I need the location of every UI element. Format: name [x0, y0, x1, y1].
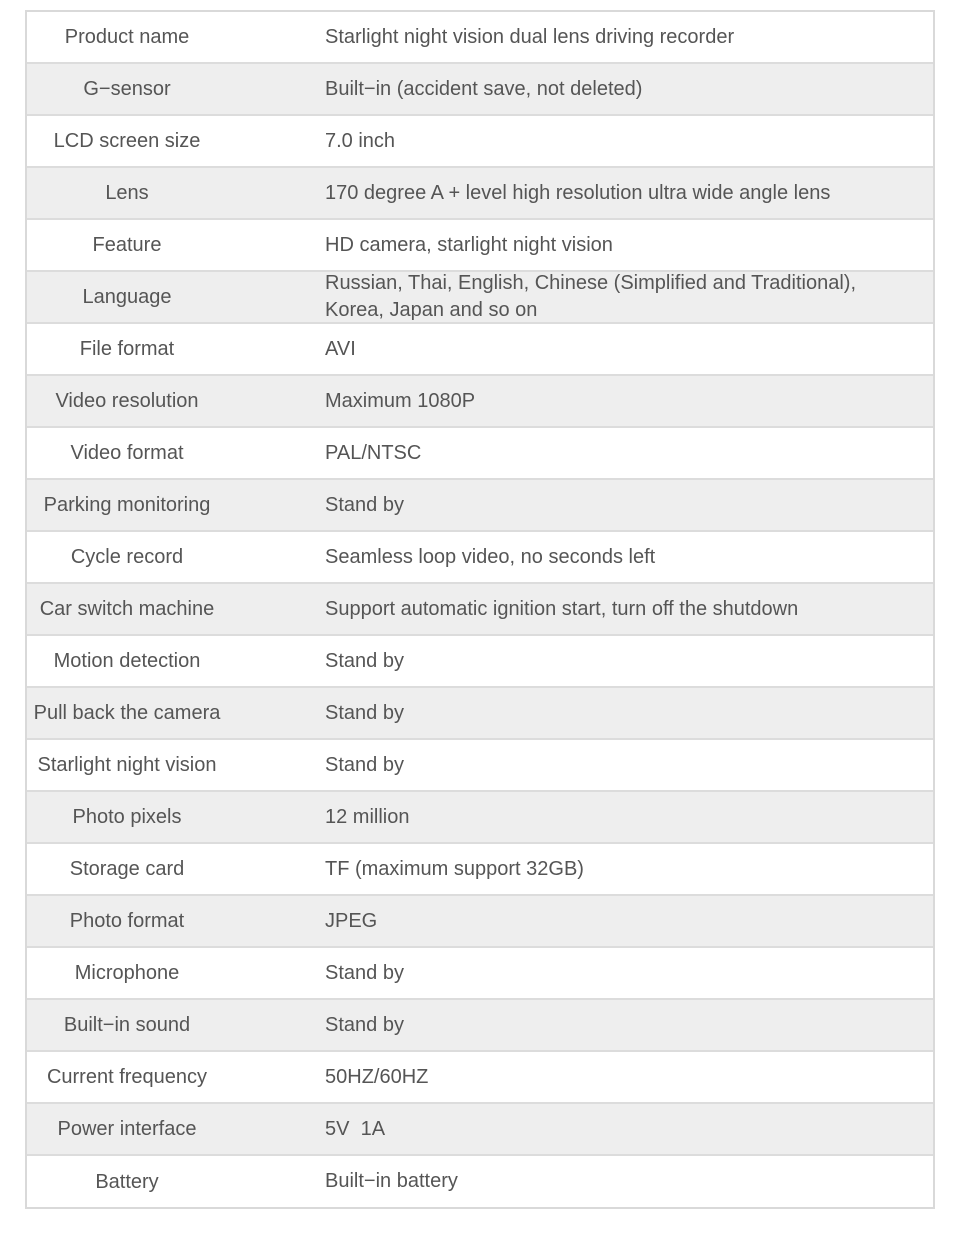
- spec-row-video-resolution: [27, 376, 933, 428]
- spec-row-pull-back-camera: [27, 688, 933, 740]
- spec-value: HD camera, starlight night vision: [325, 233, 613, 256]
- spec-row-video-format: [27, 428, 933, 480]
- spec-label: Feature: [92, 234, 162, 256]
- spec-label: Power interface: [57, 1118, 197, 1140]
- spec-label: Car switch machine: [39, 598, 215, 620]
- spec-label: Starlight night vision: [37, 754, 217, 776]
- spec-value: Built−in (accident save, not deleted): [325, 77, 643, 100]
- spec-row-cycle-record: [27, 532, 933, 584]
- spec-value: 12 million: [325, 805, 410, 828]
- spec-row-product-name: [27, 12, 933, 64]
- spec-value: Stand by: [325, 961, 404, 984]
- spec-row-storage-card: [27, 844, 933, 896]
- spec-label: Pull back the camera: [33, 702, 221, 724]
- spec-value: Support automatic ignition start, turn off the shutdown: [325, 597, 799, 620]
- spec-value: TF (maximum support 32GB): [325, 857, 584, 880]
- spec-value: 170 degree A + level high resolution ultra wide angle lens: [325, 181, 831, 204]
- spec-label: Parking monitoring: [43, 494, 211, 516]
- spec-label: File format: [79, 338, 175, 360]
- spec-row-g-sensor: [27, 64, 933, 116]
- spec-label: Language: [82, 286, 172, 308]
- spec-row-current-frequency: [27, 1052, 933, 1104]
- spec-row-lens: [27, 168, 933, 220]
- spec-value: Stand by: [325, 753, 404, 776]
- spec-label: LCD screen size: [53, 130, 201, 152]
- spec-label: Cycle record: [70, 546, 184, 568]
- spec-row-lcd-screen-size: [27, 116, 933, 168]
- spec-row-battery: [27, 1156, 933, 1207]
- spec-label: Video format: [70, 442, 184, 464]
- spec-label: Product name: [64, 26, 190, 48]
- spec-row-language: [27, 272, 933, 324]
- spec-value: Stand by: [325, 649, 404, 672]
- spec-value: PAL/NTSC: [325, 441, 422, 464]
- spec-row-car-switch-machine: [27, 584, 933, 636]
- spec-row-photo-format: [27, 896, 933, 948]
- spec-value: AVI: [325, 337, 356, 360]
- spec-row-photo-pixels: [27, 792, 933, 844]
- spec-label: Photo pixels: [72, 806, 182, 828]
- spec-value: Stand by: [325, 493, 404, 516]
- spec-label: Microphone: [74, 962, 180, 984]
- spec-row-built-in-sound: [27, 1000, 933, 1052]
- spec-row-motion-detection: [27, 636, 933, 688]
- spec-label: Battery: [95, 1170, 159, 1193]
- spec-row-microphone: [27, 948, 933, 1000]
- spec-value: Seamless loop video, no seconds left: [325, 545, 656, 568]
- spec-value: JPEG: [325, 909, 378, 932]
- spec-value: Starlight night vision dual lens driving recorder: [325, 25, 735, 48]
- spec-label: G−sensor: [83, 78, 171, 100]
- spec-value: Stand by: [325, 1013, 404, 1036]
- spec-value: 5V 1A: [325, 1117, 386, 1140]
- spec-row-file-format: [27, 324, 933, 376]
- spec-value: Built−in battery: [325, 1170, 458, 1192]
- spec-table: [25, 10, 935, 1209]
- spec-label: Current frequency: [46, 1066, 208, 1088]
- spec-row-power-interface: [27, 1104, 933, 1156]
- spec-value: 7.0 inch: [325, 129, 396, 152]
- spec-label: Storage card: [69, 858, 185, 880]
- spec-label: Photo format: [69, 910, 185, 932]
- spec-label: Built−in sound: [63, 1014, 191, 1036]
- spec-label: Motion detection: [53, 650, 201, 672]
- spec-label: Lens: [105, 182, 149, 204]
- spec-value: Maximum 1080P: [325, 389, 476, 412]
- spec-label: Video resolution: [55, 390, 199, 412]
- spec-row-feature: [27, 220, 933, 272]
- spec-value: Stand by: [325, 701, 404, 724]
- spec-value: Russian, Thai, English, Chinese (Simplified and Traditional), Korea, Japan and so on: [325, 272, 857, 321]
- spec-row-starlight-night-vision: [27, 740, 933, 792]
- spec-row-parking-monitoring: [27, 480, 933, 532]
- spec-value: 50HZ/60HZ: [325, 1065, 429, 1088]
